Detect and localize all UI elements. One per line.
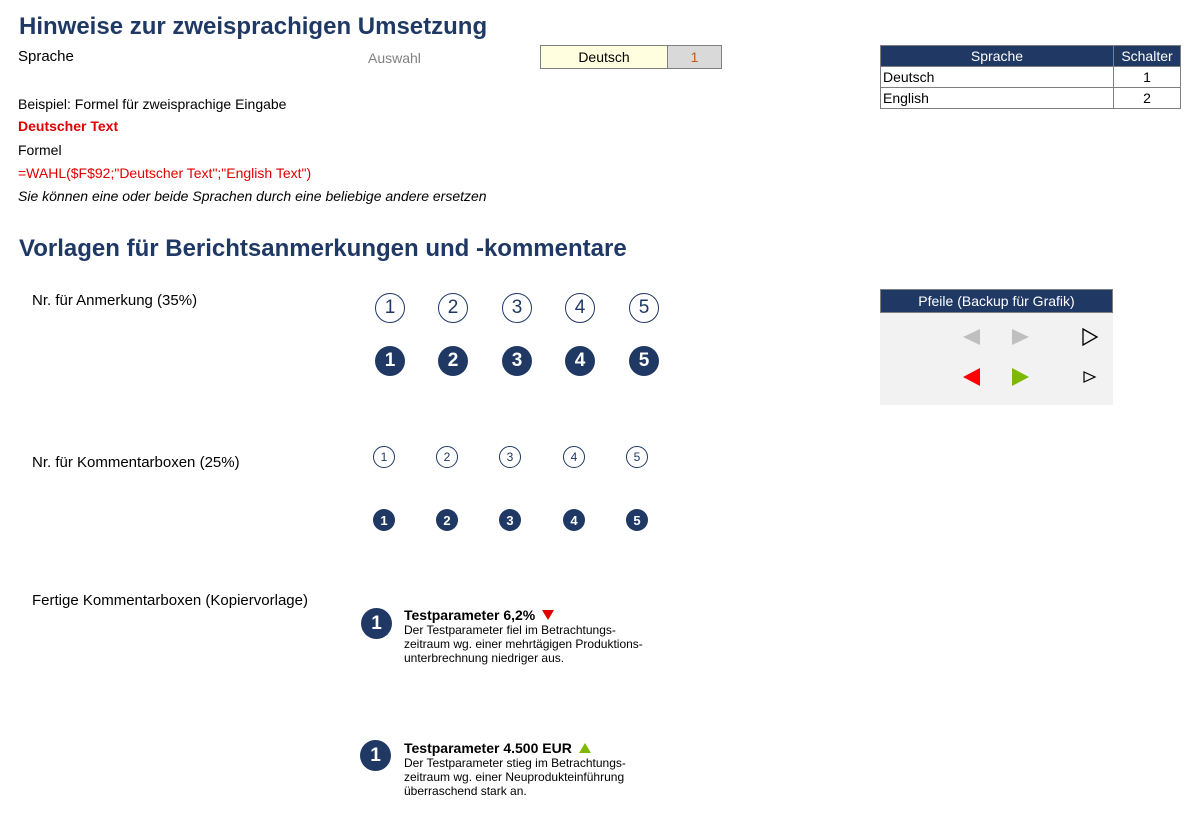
arrow-right-outline-small-icon[interactable] (1084, 372, 1095, 382)
number-circle-outline-large[interactable]: 2 (438, 293, 468, 323)
comment-box-line: Der Testparameter fiel im Betrachtungs- (404, 623, 616, 637)
lang-table-cell-language[interactable]: English (881, 88, 1114, 109)
comment-box-line: zeitraum wg. einer mehrtägigen Produktions- (404, 637, 643, 651)
language-table (880, 45, 1181, 109)
formula-label: Formel (18, 142, 62, 158)
arrow-right-outline-icon[interactable] (1083, 329, 1097, 345)
number-circle-filled-small[interactable]: 2 (436, 509, 458, 531)
comment-box-title: Testparameter 6,2% (404, 607, 536, 623)
number-circle-filled-small[interactable]: 4 (563, 509, 585, 531)
comment-box-line: zeitraum wg. einer Neuprodukteinführung (404, 770, 625, 784)
number-circle-filled-large[interactable]: 3 (502, 346, 532, 376)
arrow-right-grey-icon[interactable] (1012, 329, 1029, 345)
number-circle-filled-small[interactable]: 5 (626, 509, 648, 531)
comment-box-line: überraschend stark an. (404, 784, 527, 798)
comment-box-line: Der Testparameter stieg im Betrachtungs- (404, 756, 626, 770)
sprache-label: Sprache (18, 48, 74, 65)
comment-box[interactable] (404, 607, 643, 665)
triangle-up-green-icon (578, 742, 592, 754)
comment-box-line: unterbrechnung niedriger aus. (404, 651, 565, 665)
arrow-left-red-icon[interactable] (963, 368, 980, 386)
hint-text: Sie können eine oder beide Sprachen durch eine beliebige andere ersetzen (18, 188, 487, 204)
language-select-cell[interactable]: Deutsch (540, 45, 668, 69)
language-switch-cell[interactable]: 1 (667, 45, 722, 69)
comment-box-title: Testparameter 4.500 EUR (404, 740, 572, 756)
auswahl-label: Auswahl (368, 50, 421, 66)
number-circle-outline-large[interactable]: 3 (502, 293, 532, 323)
arrow-right-green-icon[interactable] (1012, 368, 1029, 386)
number-circle-filled-large[interactable]: 2 (438, 346, 468, 376)
comment-box[interactable] (404, 740, 626, 798)
number-circle-filled-large[interactable]: 5 (629, 346, 659, 376)
number-circle-outline-small[interactable]: 4 (563, 446, 585, 468)
lang-table-cell-language[interactable]: Deutsch (881, 67, 1114, 88)
arrows-panel-title: Pfeile (Backup für Grafik) (880, 289, 1113, 313)
arrows-panel (880, 313, 1113, 405)
number-circle-outline-large[interactable]: 5 (629, 293, 659, 323)
number-circle-outline-small[interactable]: 1 (373, 446, 395, 468)
lang-table-cell-switch[interactable]: 1 (1114, 67, 1181, 88)
kommentar-label: Nr. für Kommentarboxen (25%) (32, 454, 240, 471)
anmerkung-label: Nr. für Anmerkung (35%) (32, 292, 198, 309)
number-circle-filled-large[interactable]: 1 (375, 346, 405, 376)
arrow-left-grey-icon[interactable] (963, 329, 980, 345)
comment-box-number[interactable]: 1 (360, 740, 391, 771)
triangle-down-red-icon (541, 609, 555, 621)
number-circle-outline-small[interactable]: 5 (626, 446, 648, 468)
number-circle-outline-small[interactable]: 2 (436, 446, 458, 468)
example-label: Beispiel: Formel für zweisprachige Eingabe (18, 96, 287, 112)
section-title-templates: Vorlagen für Berichtsanmerkungen und -kommentare (19, 235, 627, 262)
comment-box-number[interactable]: 1 (361, 608, 392, 639)
arrows-svg (880, 313, 1113, 405)
fertige-label: Fertige Kommentarboxen (Kopiervorlage) (32, 592, 308, 609)
lang-table-header-schalter: Schalter (1114, 46, 1181, 67)
number-circle-outline-large[interactable]: 1 (375, 293, 405, 323)
number-circle-outline-large[interactable]: 4 (565, 293, 595, 323)
formula-text: =WAHL($F$92;"Deutscher Text";"English Text") (18, 165, 312, 181)
number-circle-filled-small[interactable]: 3 (499, 509, 521, 531)
number-circle-filled-large[interactable]: 4 (565, 346, 595, 376)
number-circle-outline-small[interactable]: 3 (499, 446, 521, 468)
number-circle-filled-small[interactable]: 1 (373, 509, 395, 531)
lang-table-header-sprache: Sprache (881, 46, 1114, 67)
section-title-bilingual: Hinweise zur zweisprachigen Umsetzung (19, 13, 488, 40)
lang-table-cell-switch[interactable]: 2 (1114, 88, 1181, 109)
example-result: Deutscher Text (18, 118, 119, 134)
